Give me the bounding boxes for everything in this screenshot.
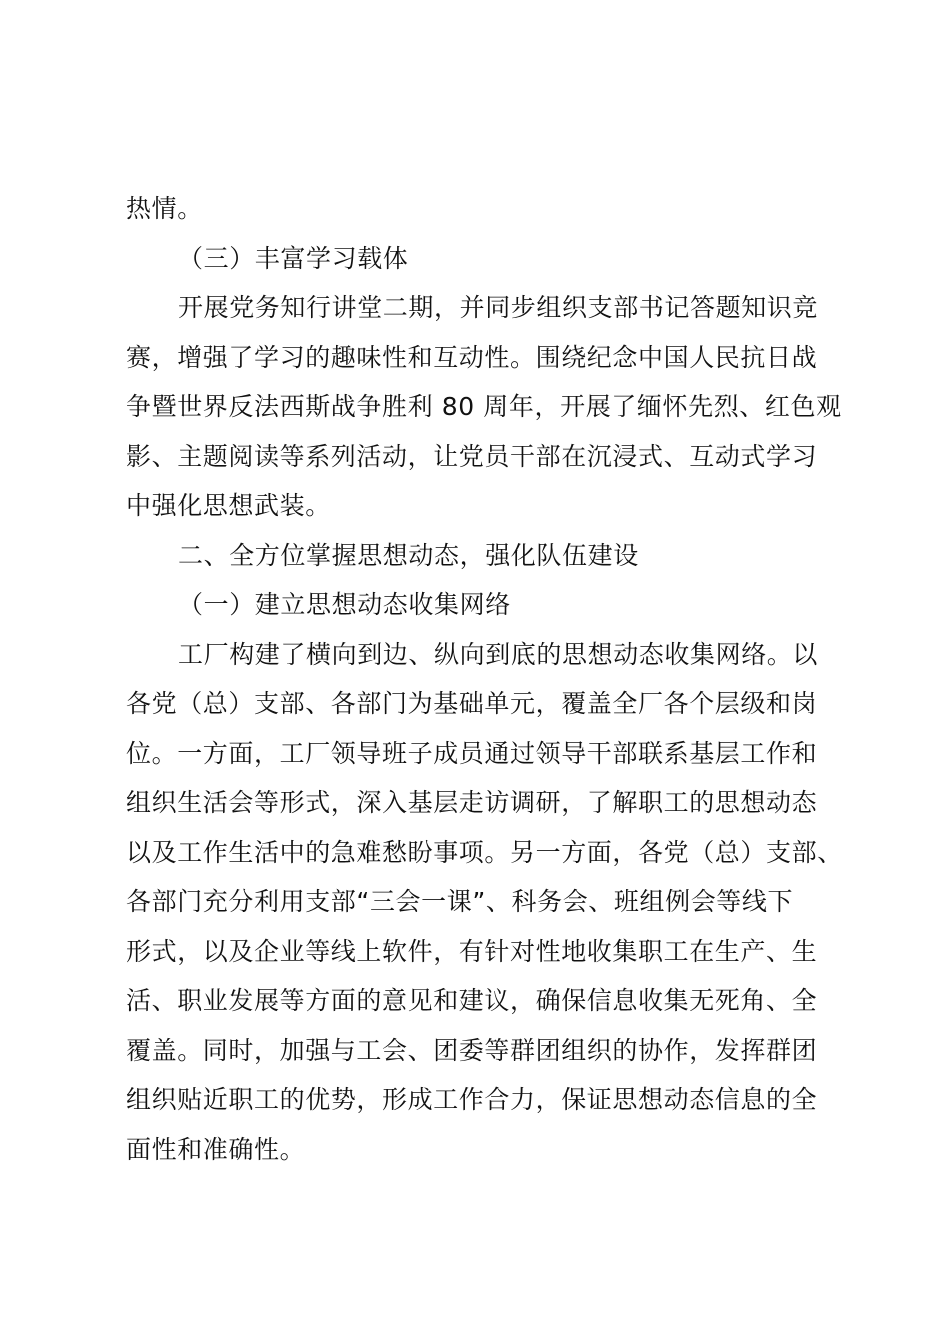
text-line: 覆盖。同时，加强与工会、团委等群团组织的协作，发挥群团	[126, 1035, 818, 1065]
text-line: 面性和准确性。	[126, 1134, 306, 1164]
text-line: 开展党务知行讲堂二期，并同步组织支部书记答题知识竞	[178, 293, 819, 322]
text-line: 以及工作生活中的急难愁盼事项。另一方面，各党（总）支部、	[126, 837, 843, 867]
text-line: 位。一方面，工厂领导班子成员通过领导干部联系基层工作和	[126, 738, 818, 768]
document-body	[126, 184, 843, 1174]
text-line: 热情。	[126, 194, 203, 223]
section-heading: （三）丰富学习载体	[178, 243, 409, 273]
text-line: 影、主题阅读等系列活动，让党员干部在沉浸式、互动式学习	[126, 441, 818, 471]
text-line: 中强化思想武装。	[126, 491, 331, 520]
section-heading: （一）建立思想动态收集网络	[178, 590, 511, 619]
chapter-heading: 二、全方位掌握思想动态，强化队伍建设	[178, 540, 639, 570]
text-line: 争暨世界反法西斯战争胜利 80 周年，开展了缅怀先烈、红色观	[126, 392, 842, 421]
text-line: 组织贴近职工的优势，形成工作合力，保证思想动态信息的全	[126, 1085, 818, 1114]
text-line: 工厂构建了横向到边、纵向到底的思想动态收集网络。以	[178, 639, 819, 669]
text-line: 组织生活会等形式，深入基层走访调研，了解职工的思想动态	[126, 788, 818, 817]
text-line: 各党（总）支部、各部门为基础单元，覆盖全厂各个层级和岗	[126, 689, 818, 718]
text-line: 形式，以及企业等线上软件，有针对性地收集职工在生产、生	[126, 936, 818, 966]
text-line: 各部门充分利用支部“三会一课”、科务会、班组例会等线下	[126, 887, 794, 916]
text-line: 赛，增强了学习的趣味性和互动性。围绕纪念中国人民抗日战	[126, 342, 818, 372]
text-line: 活、职业发展等方面的意见和建议，确保信息收集无死角、全	[126, 986, 818, 1015]
